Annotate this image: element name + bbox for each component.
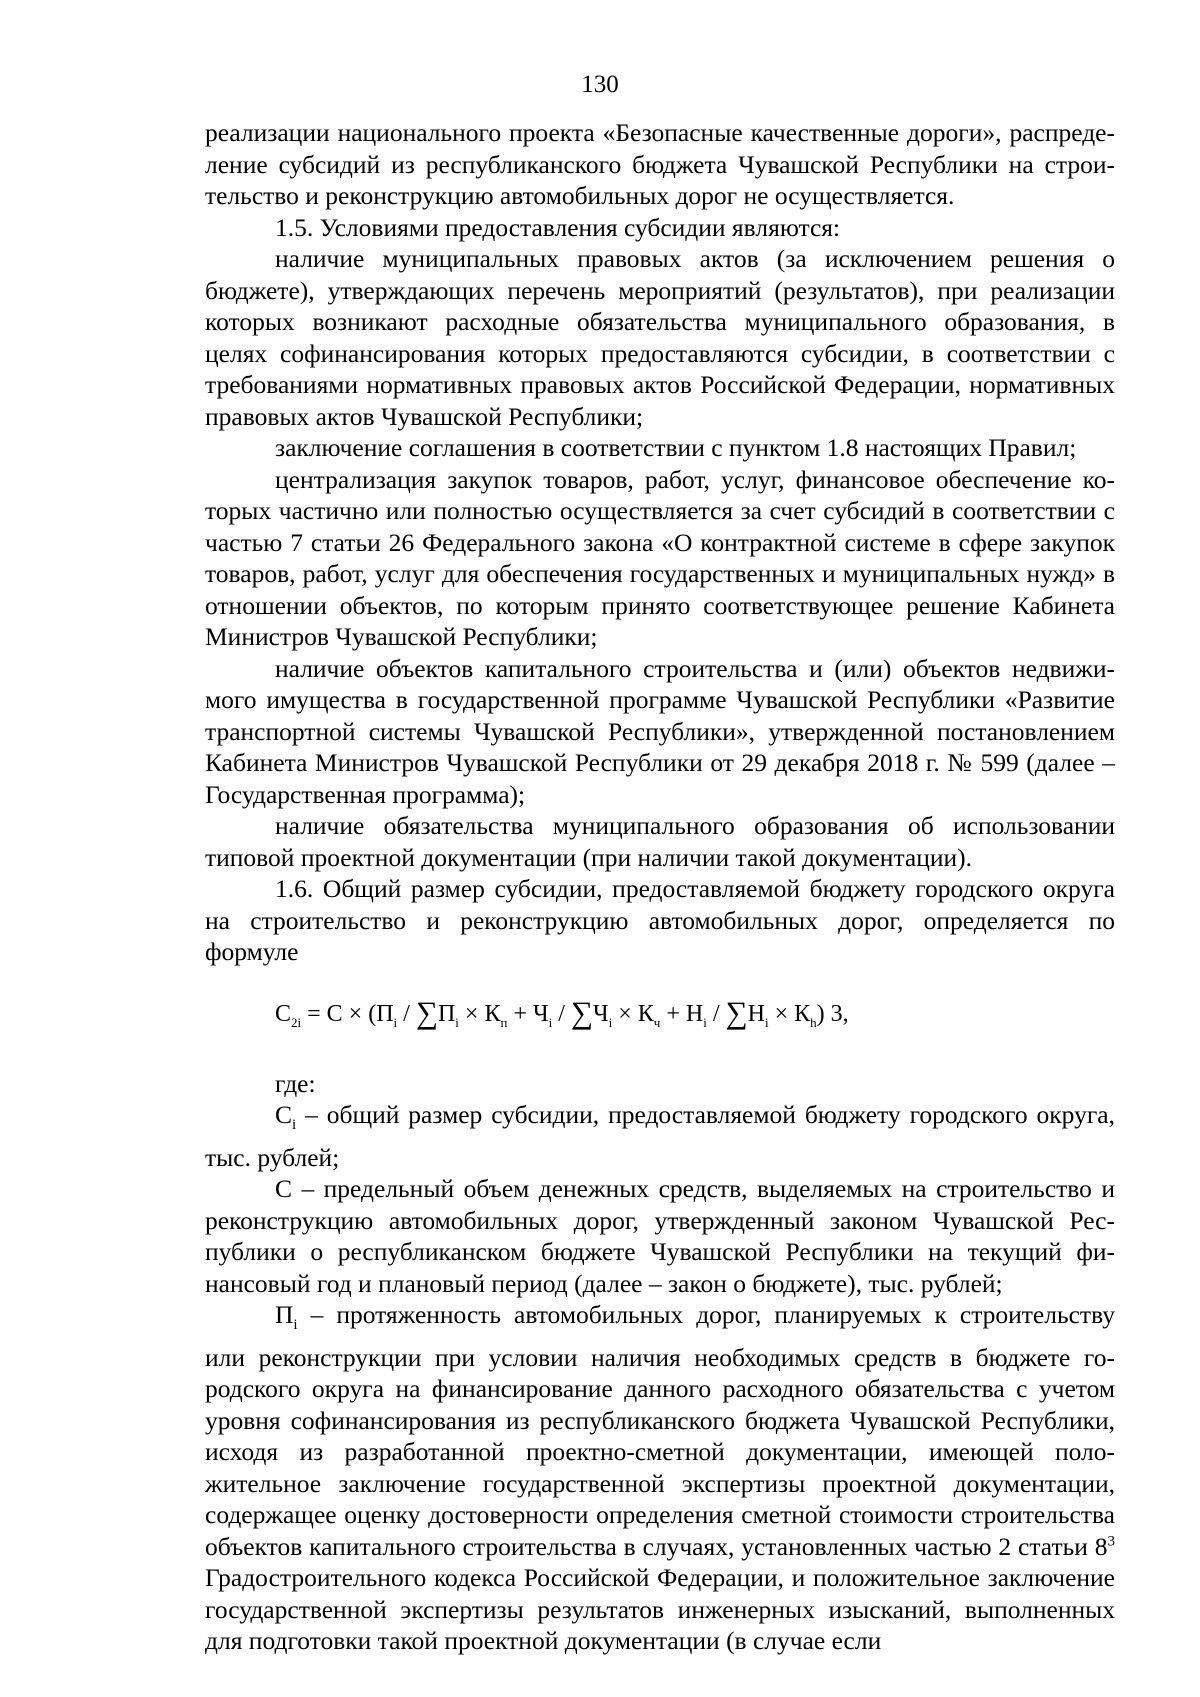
paragraph-1-6: 1.6. Общий размер субсидии, предоставляемой бюджету городского округа на строительство и реконструкцию автомобильных дорог, определяется по формуле	[205, 874, 1115, 966]
definition-c: С – предельный объем денежных средств, выделяемых на строительство и реконструкцию автомобильных дорог, утвержденный законом Чувашской Республики о республиканском бюджете Чувашской Республики на текущий финансовый год и плановый период (далее – закон о бюджете), тыс. рублей;	[205, 1174, 1115, 1298]
where-label: где:	[275, 1068, 316, 1098]
definition-ci: $С_i$ – общий размер субсидии, предоставляемой бюджету городского округа, тыс. рублей;	[205, 1100, 1115, 1172]
sum-symbol: ∑	[725, 994, 748, 1030]
paragraph: заключение соглашения в соответствии с пунктом 1.8 настоящих Правил;	[275, 433, 1077, 462]
page-number: 130	[581, 71, 619, 98]
paragraph: наличие обязательства муниципального образования об использовании типовой проектной документации (при наличии такой документации).	[205, 811, 1115, 872]
definition-pi: $П_i$ – протяженность автомобильных дорог, планируемых к строительству или реконструкции при условии наличия необходимых средств в бюджете городского округа на финансирование данного расходного обязательства с учетом уровня софинансирования из республиканского бюджета Чувашской Республики, исходя из разработанной проектно-сметной документации, имеющей положительное заключение государственной экспертизы проектной документации, содержащее оценку достоверности определения сметной стоимости строительства объектов капитального строительства в случаях, установленных частью 2 статьи $8^3$ Градостроительного кодекса Российской Федерации, и положительное заключение государственной экспертизы результатов инженерных изысканий, выполненных для подготовки такой проектной документации (в случае если	[205, 1300, 1115, 1656]
paragraph: централизация закупок товаров, работ, услуг, финансовое обеспечение которых частично или полностью осуществляется за счет субсидий в соответствии с частью 7 статьи 26 Федерального закона «О контрактной системе в сфере закупок товаров, работ, услуг для обеспечения государственных и муниципальных нужд» в отношении объектов, по которым принято соответствующее решение Кабинета Министров Чувашской Республики;	[205, 464, 1115, 651]
paragraph-1-5-heading: 1.5. Условиями предоставления субсидии являются:	[275, 212, 841, 242]
paragraph: наличие муниципальных правовых актов (за исключением решения о бюджете), утверждающих перечень мероприятий (результатов), при реализации которых возникают расходные обязательства муниципального образования, в целях софинансирования которых предоставляются субсидии, в соответствии с требованиями нормативных правовых актов Российской Федерации, нормативных правовых актов Чувашской Республики;	[205, 244, 1115, 431]
paragraph: реализации национального проекта «Безопасные качественные дороги», распределение субсидий из республиканского бюджета Чувашской Республики на строительство и реконструкцию автомобильных дорог не осуществляется.	[205, 118, 1115, 210]
subsidy-formula: $С_{2i} = С \times (П_i / \sum П_i \times К_п + Ч_i / \sum Ч_i \times К_ч + Н_i / \sum Н_i \times К_h)$ 3,	[275, 994, 849, 1030]
paragraph: наличие объектов капитального строительства и (или) объектов недвижимого имущества в государственной программе Чувашской Республики «Развитие транспортной системы Чувашской Республики», утвержденной постановлением Кабинета Министров Чувашской Республики от 29 декабря 2018 г. № 599 (далее – Государственная программа);	[205, 653, 1115, 809]
sum-symbol: ∑	[570, 994, 593, 1030]
sum-symbol: ∑	[415, 994, 438, 1030]
document-body	[205, 117, 1115, 1657]
